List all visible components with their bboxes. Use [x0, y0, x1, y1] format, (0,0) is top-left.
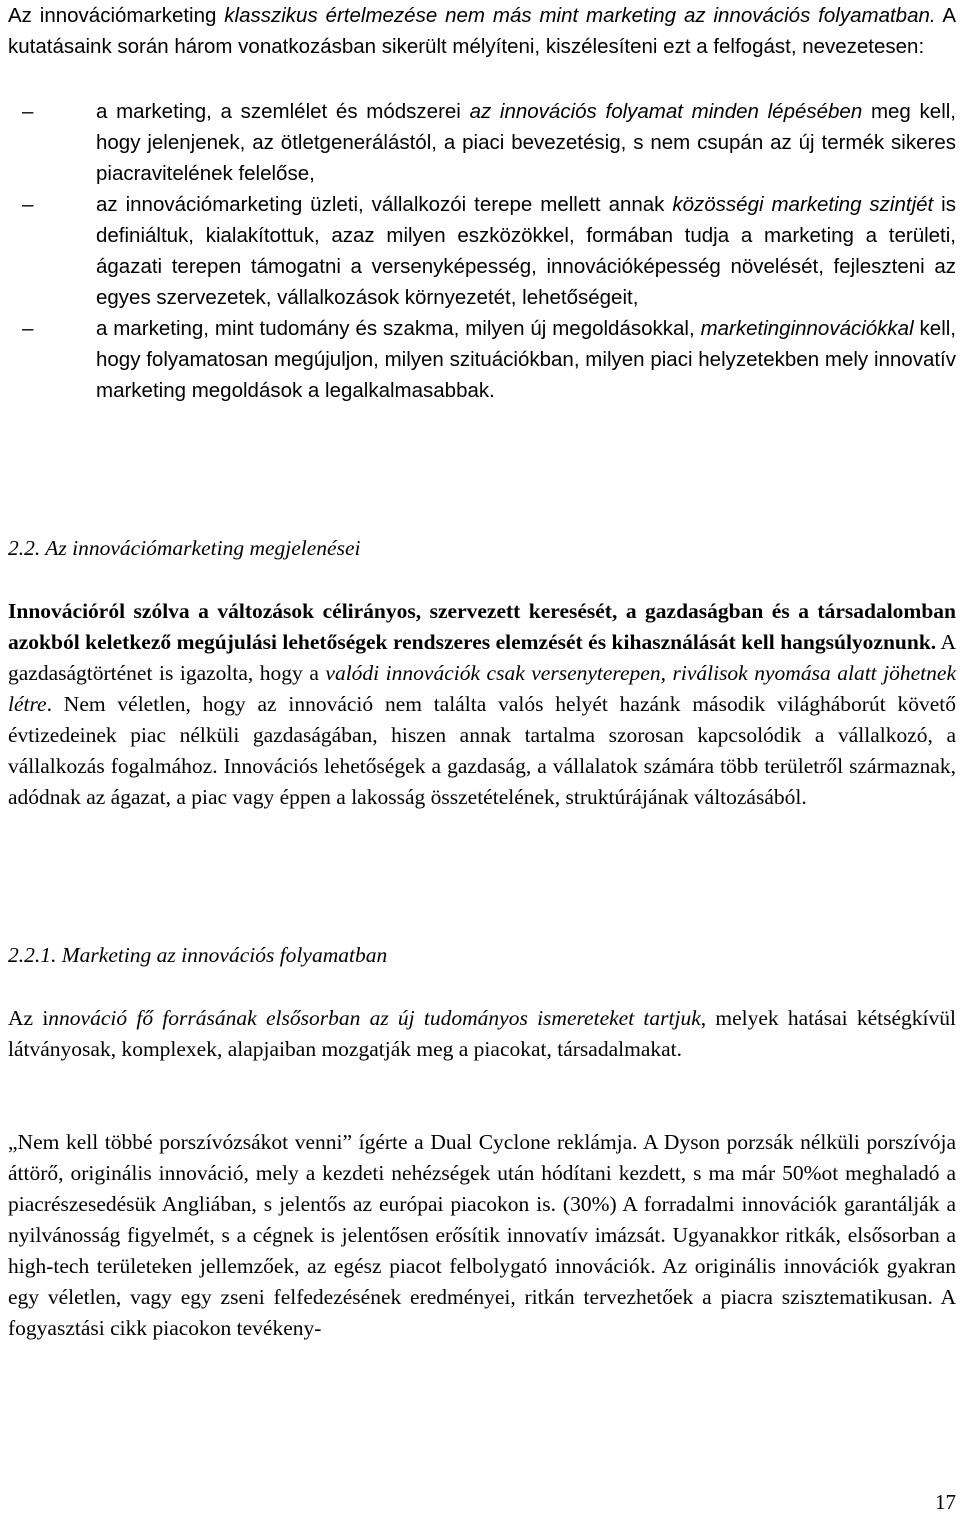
section-2-2-1-heading-block — [8, 940, 956, 971]
section-2-2-heading-block — [8, 533, 956, 564]
p1-text-a: Az i — [8, 1006, 49, 1030]
list-item-1-italic: az innovációs folyamat minden lépésében — [469, 100, 863, 123]
list-item-3-text-a: a marketing, mint tudomány és szakma, milyen új megoldásokkal, — [96, 317, 701, 340]
section-2-2-bold-text: Innovációról szólva a változások célirányos, szervezett keresését, a gazdaságban és a társadalomban azokból keletkező megújulási lehetőségek rendszeres elemzését és kihasználását kell hangsúlyoznunk. — [8, 599, 956, 654]
p1-text-c: , melyek hatásai kétségkívül látványosak, komplexek, alapjaiban mozgatják meg a piacokat, társadalmakat. — [8, 1006, 956, 1061]
dash-bullet: – — [22, 100, 34, 123]
list-item — [8, 96, 956, 189]
p1-italic: nnováció fő forrásának elsősorban az új tudományos ismereteket tartjuk — [48, 1006, 701, 1030]
section-2-2-text-2: . Nem véletlen, hogy az innováció nem találta valós helyét hazánk második világháborút követő évtizedeinek piac nélküli gazdaságában, hiszen annak tartalma szorosan kapcsolódik a vállalkozó, a vállalkozás fogalmához. Innovációs lehetőségek a gazdaság, a vállalatok számára több területről származnak, adódnak az ágazat, a piac vagy éppen a lakosság összetételének, struktúrájának változásából. — [8, 692, 956, 809]
list-item-2-text-a: az innovációmarketing üzleti, vállalkozói terepe mellett annak — [96, 193, 673, 216]
section-2-2-1-paragraph-2 — [8, 1127, 956, 1344]
intro-text-3: A kutatásaink során három vonatkozásban sikerült mélyíteni, kiszélesíteni ezt a felfogást, nevezetesen: — [8, 4, 956, 58]
section-2-2-1-heading: 2.2.1. Marketing az innovációs folyamatban — [8, 943, 388, 967]
list-item — [8, 313, 956, 406]
p2-text: „Nem kell többé porszívózsákot venni” ígérte a Dual Cyclone reklámja. A Dyson porzsák nélküli porszívója áttörő, originális innováció, mely a kezdeti nehézségek után hódítani kezdett, s ma már 50%ot meghaladó a piacrészesedésük Angliában, s jelentős az európai piacokon is. (30%) A forradalmi innovációk garantálják a nyilvánosság figyelmét, s a cégnek is jelentősen erősítik innovatív imázsát. Ugyanakkor ritkák, elsősorban a high-tech területeken jellemzőek, az egész piacot felbolygató innovációk. Az originális innovációk gyakran egy véletlen, vagy egy zseni felfedezésének eredményei, ritkán tervezhetőek a piacra szisztematikusan. A fogyasztási cikk piacokon tevékeny- — [8, 1130, 956, 1340]
list-item-1-text-a: a marketing, a szemlélet és módszerei — [96, 100, 470, 123]
dash-list — [8, 96, 956, 406]
intro-text-1: Az innovációmarketing — [8, 4, 225, 27]
section-2-2-paragraph — [8, 596, 956, 813]
list-item-2-text-c: is definiáltuk, kialakítottuk, azaz milyen eszközökkel, formában tudja a marketing a területi, ágazati terepen támogatni a versenyképesség, innovációképesség növelését, fejleszteni az egyes szervezetek, vállalkozások környezetét, lehetőségeit, — [96, 193, 956, 309]
section-2-2-1-paragraph-1 — [8, 1003, 956, 1065]
list-item-1-text-c: meg kell, hogy jelenjenek, az ötletgenerálástól, a piaci bevezetésig, s nem csupán az új termék sikeres piacravitelének felelőse, — [96, 100, 957, 185]
section-2-2-text-1: A gazdaságtörténet is igazolta, hogy a — [8, 630, 956, 685]
dash-bullet: – — [22, 193, 34, 216]
intro-text-2-italic: klasszikus értelmezése nem más mint marketing az innovációs folyamatban. — [224, 4, 936, 27]
page-number: 17 — [935, 1490, 956, 1514]
section-2-2-heading: 2.2. Az innovációmarketing megjelenései — [8, 536, 361, 560]
list-item-3-text-c: kell, hogy folyamatosan megújuljon, milyen szituációkban, milyen piaci helyzetekben mely innovatív marketing megoldások a legalkalmasabbak. — [96, 317, 956, 402]
section-2-2-italic: valódi innovációk csak versenyterepen, riválisok nyomása alatt jöhetnek létre — [8, 661, 956, 716]
intro-paragraph — [8, 0, 956, 62]
list-item-2-italic: közösségi marketing szintjét — [672, 193, 934, 216]
list-item-3-italic: marketinginnovációkkal — [700, 317, 914, 340]
list-item — [8, 189, 956, 313]
dash-bullet: – — [22, 317, 34, 340]
